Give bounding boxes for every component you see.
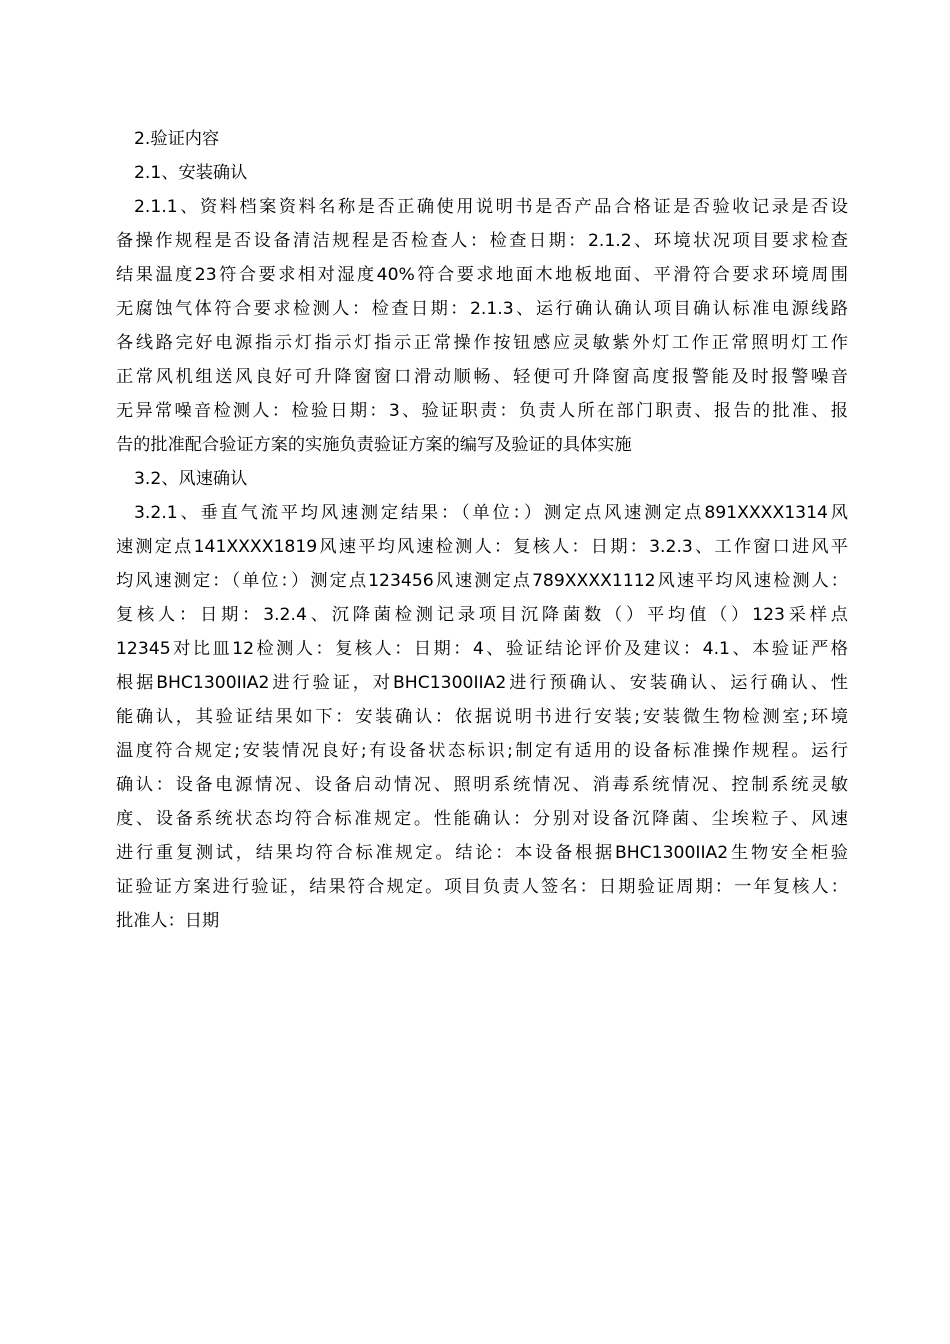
paragraph-line: 速测定点141XXXX1819风速平均风速检测人：复核人：日期：3.2.3、工作窗口进风平 bbox=[116, 537, 848, 557]
paragraph-line: 2.1.1、资料档案资料名称是否正确使用说明书是否产品合格证是否验收记录是否设 bbox=[134, 197, 848, 217]
paragraph-line: 12345对比皿12检测人：复核人：日期：4、验证结论评价及建议：4.1、本验证严格 bbox=[116, 639, 848, 659]
paragraph-line: 批准人：日期 bbox=[116, 911, 220, 931]
paragraph-line: 根据BHC1300IIA2进行验证，对BHC1300IIA2进行预确认、安装确认、运行确认、性 bbox=[116, 673, 848, 693]
paragraph-line: 各线路完好电源指示灯指示灯指示正常操作按钮感应灵敏紫外灯工作正常照明灯工作 bbox=[116, 333, 848, 353]
paragraph-line: 证验证方案进行验证，结果符合规定。项目负责人签名：日期验证周期：一年复核人： bbox=[116, 877, 848, 897]
paragraph-line: 温度符合规定;安装情况良好;有设备状态标识;制定有适用的设备标准操作规程。运行 bbox=[116, 741, 848, 761]
section-heading-2-1: 2.1、安装确认 bbox=[134, 163, 248, 183]
document-body bbox=[116, 122, 848, 938]
paragraph-line: 能确认，其验证结果如下：安装确认：依据说明书进行安装;安装微生物检测室;环境 bbox=[116, 707, 848, 727]
paragraph-line: 确认：设备电源情况、设备启动情况、照明系统情况、消毒系统情况、控制系统灵敏 bbox=[116, 775, 848, 795]
paragraph-line: 复核人：日期：3.2.4、沉降菌检测记录项目沉降菌数（）平均值（）123采样点 bbox=[116, 605, 848, 625]
paragraph-line: 3.2.1、垂直气流平均风速测定结果：（单位：）测定点风速测定点891XXXX1314风 bbox=[134, 503, 848, 523]
paragraph-line: 告的批准配合验证方案的实施负责验证方案的编写及验证的具体实施 bbox=[116, 435, 632, 455]
paragraph-line: 均风速测定：（单位：）测定点123456风速测定点789XXXX1112风速平均风速检测人： bbox=[116, 571, 848, 591]
section-heading-3-2: 3.2、风速确认 bbox=[134, 469, 248, 489]
paragraph-line: 正常风机组送风良好可升降窗窗口滑动顺畅、轻便可升降窗高度报警能及时报警噪音 bbox=[116, 367, 848, 387]
paragraph-line: 无腐蚀气体符合要求检测人：检查日期：2.1.3、运行确认确认项目确认标准电源线路 bbox=[116, 299, 848, 319]
paragraph-line: 无异常噪音检测人：检验日期：3、验证职责：负责人所在部门职责、报告的批准、报 bbox=[116, 401, 848, 421]
paragraph-line: 度、设备系统状态均符合标准规定。性能确认：分别对设备沉降菌、尘埃粒子、风速 bbox=[116, 809, 848, 829]
paragraph-line: 结果温度23符合要求相对湿度40%符合要求地面木地板地面、平滑符合要求环境周围 bbox=[116, 265, 848, 285]
section-heading-2: 2.验证内容 bbox=[134, 129, 220, 149]
paragraph-line: 进行重复测试，结果均符合标准规定。结论：本设备根据BHC1300IIA2生物安全柜验 bbox=[116, 843, 848, 863]
paragraph-line: 备操作规程是否设备清洁规程是否检查人：检查日期：2.1.2、环境状况项目要求检查 bbox=[116, 231, 848, 251]
